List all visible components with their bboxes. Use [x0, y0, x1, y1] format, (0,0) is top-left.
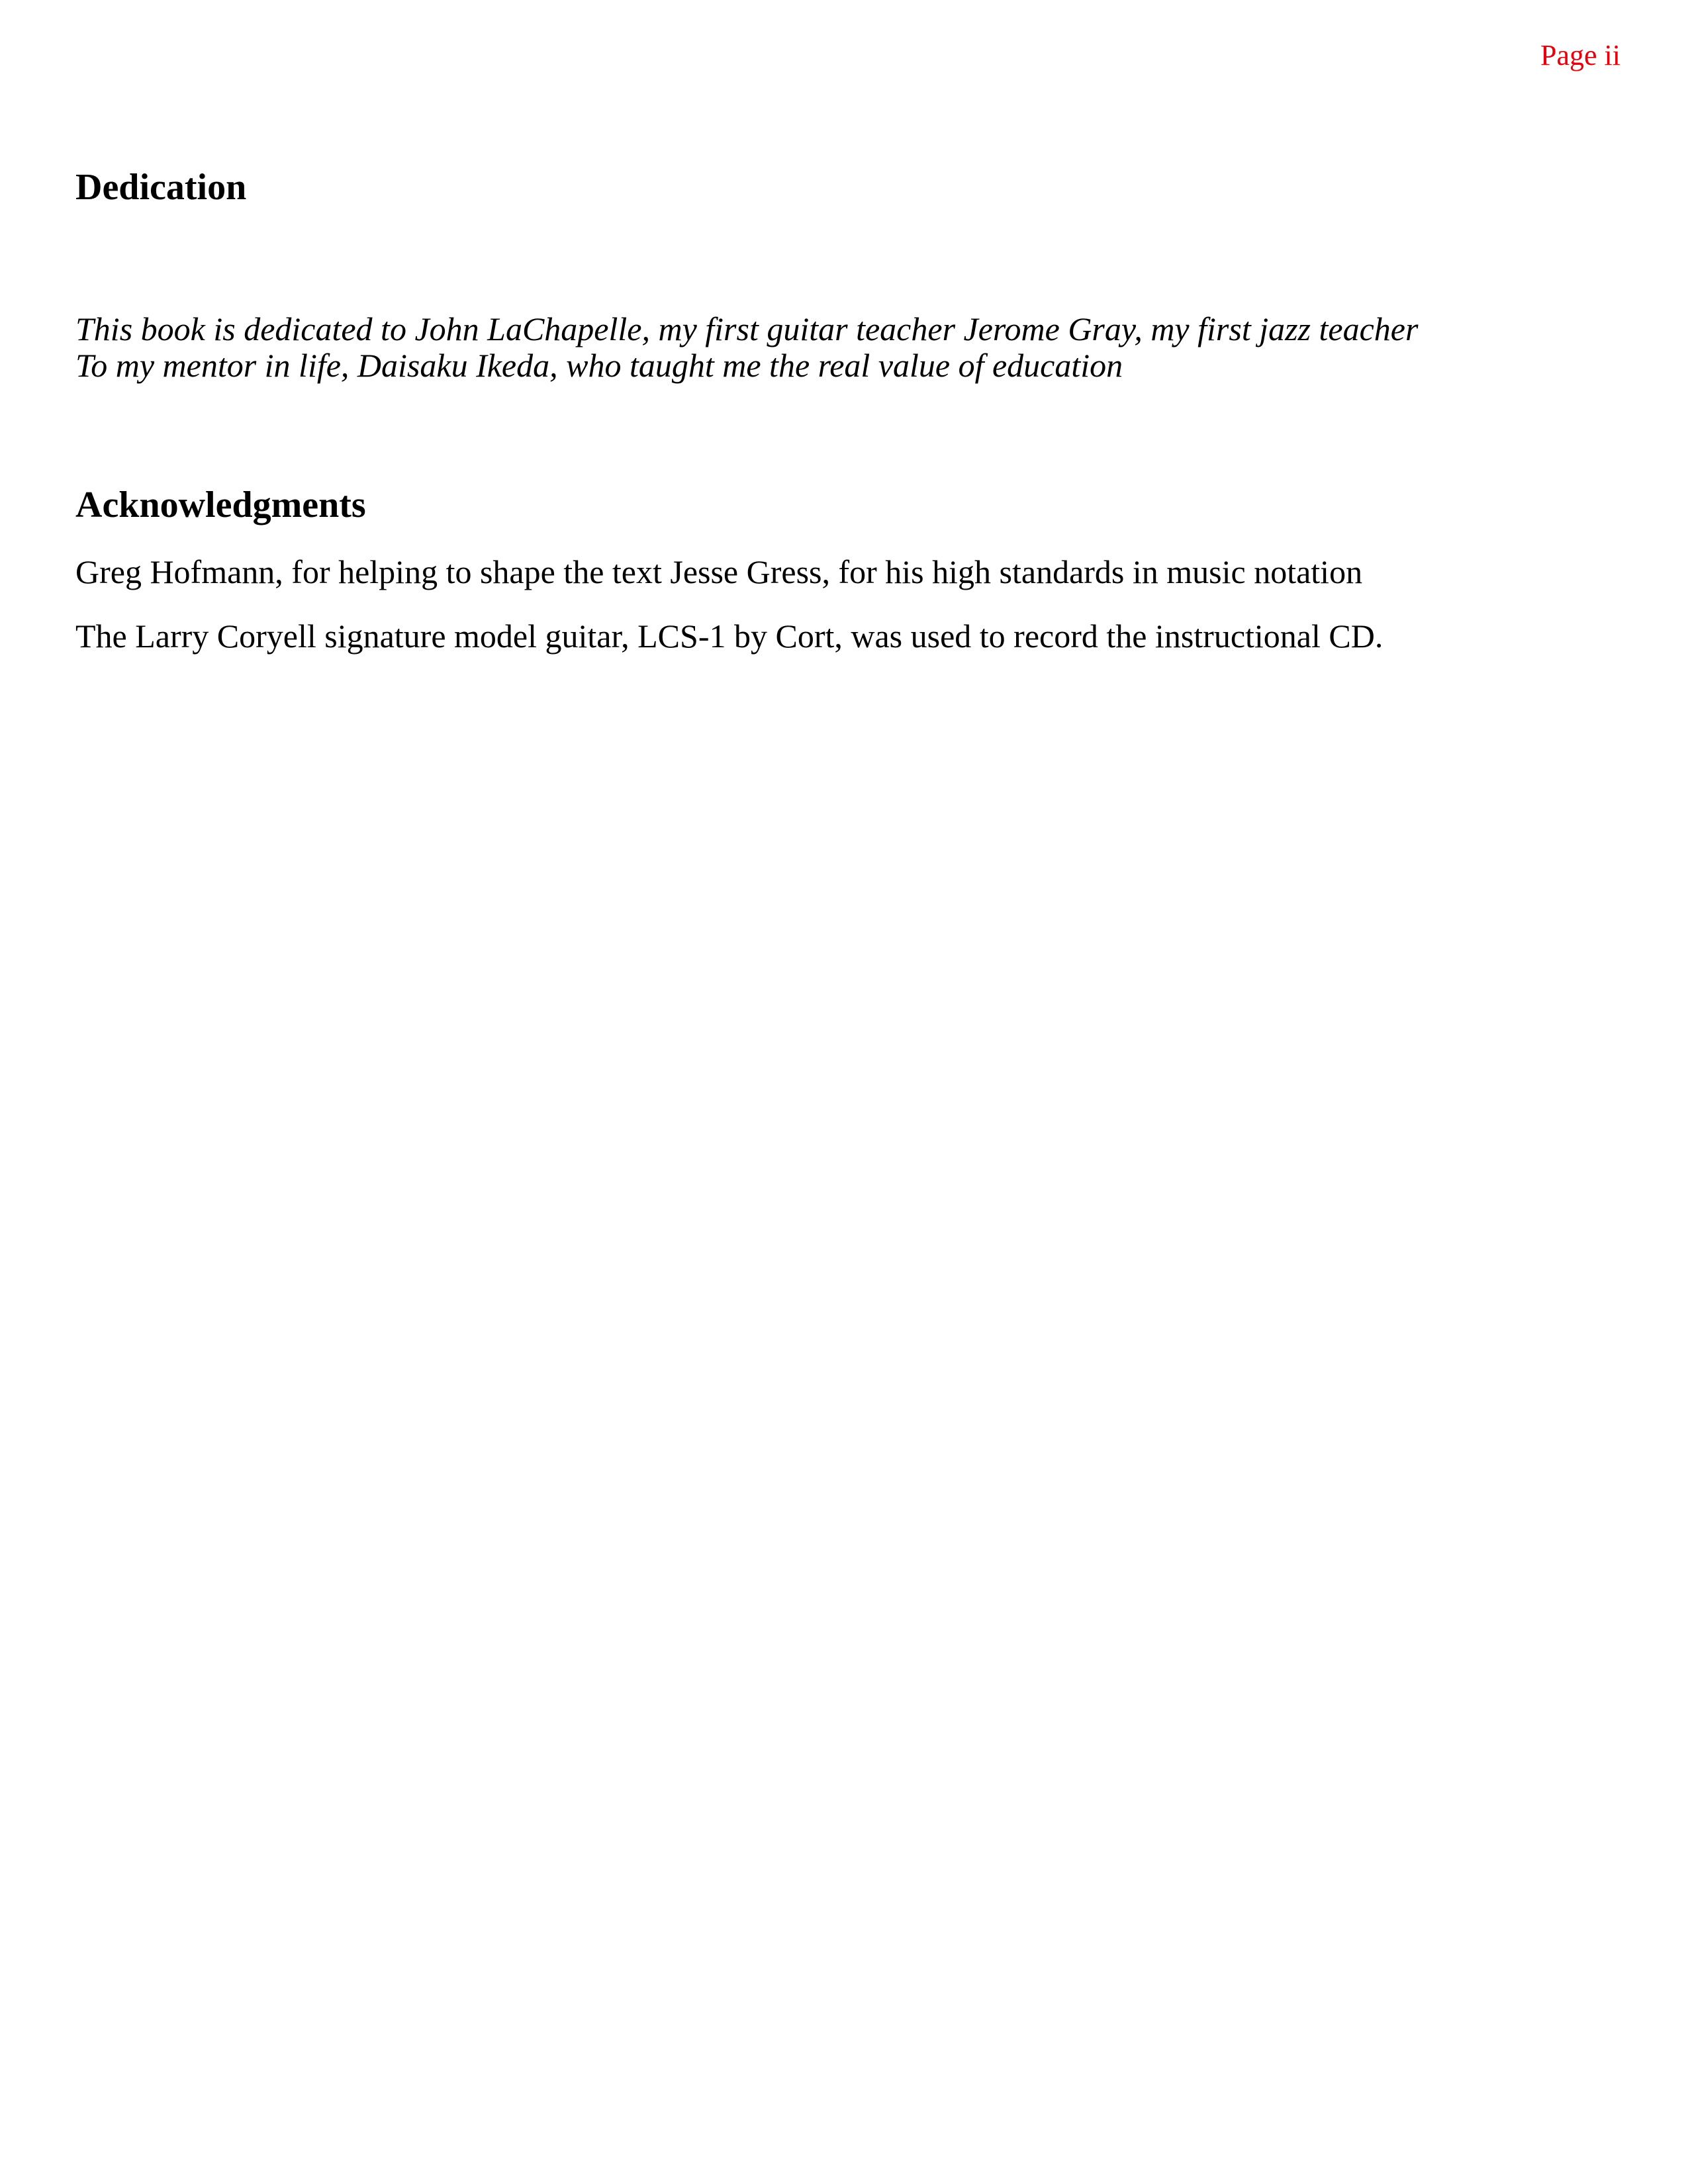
acknowledgment-line: Greg Hofmann, for helping to shape the text Jesse Gress, for his high standards in music notation: [75, 553, 1363, 590]
dedication-text: [75, 311, 1598, 384]
dedication-heading: Dedication: [75, 167, 247, 208]
dedication-line: This book is dedicated to John LaChapelle, my first guitar teacher Jerome Gray, my first jazz teacher: [75, 310, 1419, 347]
page-number: Page ii: [1540, 39, 1620, 71]
acknowledgment-line: The Larry Coryell signature model guitar, LCS-1 by Cort, was used to record the instructional CD.: [75, 617, 1383, 655]
acknowledgments-heading: Acknowledgments: [75, 484, 366, 525]
dedication-line: To my mentor in life, Daisaku Ikeda, who taught me the real value of education: [75, 347, 1123, 384]
